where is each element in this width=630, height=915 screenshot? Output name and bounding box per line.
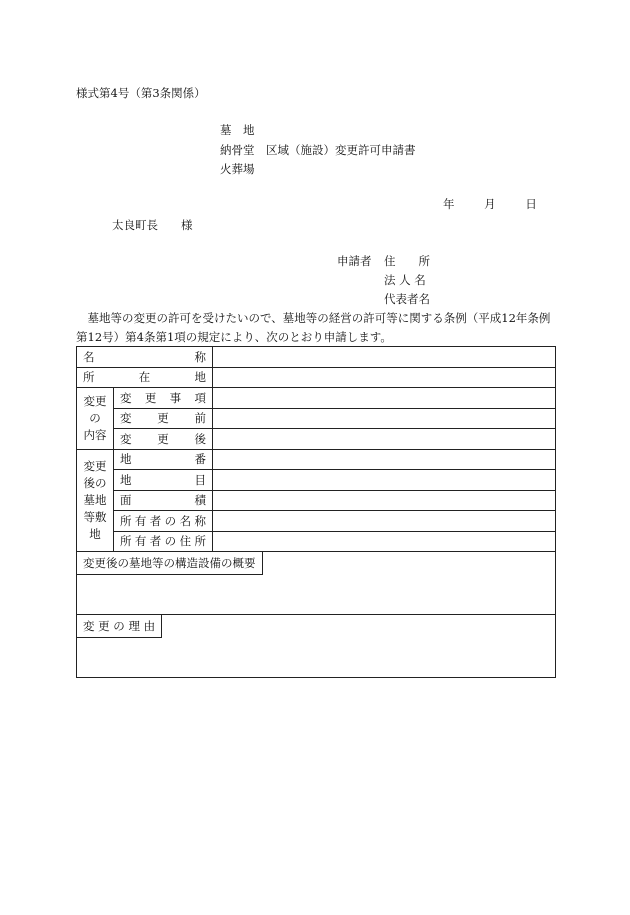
change-group-label: 変更 の 内容: [77, 388, 114, 450]
reason-label: 変 更 の 理 由: [77, 615, 162, 638]
date-line: [443, 199, 537, 211]
change-before-value-cell[interactable]: [213, 408, 556, 429]
applicant-prefix: 申請者: [337, 254, 372, 268]
name-value-cell[interactable]: [213, 347, 556, 368]
table-row: [77, 470, 556, 491]
body-text: 墓地等の変更の許可を受けたいので、墓地等の経営の許可等に関する条例（平成12年条例第12号）第4条第1項の規定により、次のとおり申請します。: [76, 311, 551, 344]
table-row: [77, 408, 556, 429]
location-label-text: 所 在 地: [83, 370, 206, 385]
table-row: [77, 367, 556, 388]
date-month: 月: [484, 197, 496, 211]
change-after-value-cell[interactable]: [213, 429, 556, 450]
owner-address-value-cell[interactable]: [213, 531, 556, 552]
land-category-label: 地 目: [114, 470, 213, 491]
location-value-cell[interactable]: [213, 367, 556, 388]
lot-number-value-cell[interactable]: [213, 449, 556, 470]
addressee: 太良町長 様: [112, 218, 193, 232]
owner-address-label: 所 有 者 の 住 所: [114, 531, 213, 552]
applicant-address-label: 住 所: [384, 254, 430, 268]
name-label-text: 名 称: [83, 349, 206, 364]
table-row: [77, 388, 556, 409]
application-table: [76, 346, 556, 678]
title-cemetery: 墓 地: [220, 123, 255, 137]
applicant-rep-label: 代表者名: [384, 292, 430, 306]
table-row: [77, 490, 556, 511]
owner-name-value-cell[interactable]: [213, 511, 556, 532]
title-crematorium: 火葬場: [220, 162, 255, 176]
location-label: [77, 367, 213, 388]
table-row: [77, 347, 556, 368]
area-value-cell[interactable]: [213, 490, 556, 511]
structure-cell[interactable]: [77, 552, 556, 615]
table-row: [77, 429, 556, 450]
area-label: 面 積: [114, 490, 213, 511]
table-row: [77, 449, 556, 470]
table-row: [77, 552, 556, 615]
table-row: [77, 615, 556, 678]
table-row: [77, 511, 556, 532]
change-item-label: 変 更 事 項: [114, 388, 213, 409]
land-category-value-cell[interactable]: [213, 470, 556, 491]
form-number: 様式第4号（第3条関係）: [76, 86, 206, 100]
site-group-label: 変更 後の 墓地 等敷 地: [77, 449, 114, 552]
name-label: [77, 347, 213, 368]
change-after-label: 変 更 後: [114, 429, 213, 450]
applicant-corp-label: 法 人 名: [384, 273, 426, 287]
change-before-label: 変 更 前: [114, 408, 213, 429]
structure-label: 変更後の墓地等の構造設備の概要: [77, 552, 263, 575]
title-main: 納骨堂 区域（施設）変更許可申請書: [220, 143, 416, 157]
date-year: 年: [443, 197, 455, 211]
lot-number-label: 地 番: [114, 449, 213, 470]
date-day: 日: [525, 197, 537, 211]
owner-name-label: 所 有 者 の 名 称: [114, 511, 213, 532]
table-row: [77, 531, 556, 552]
change-item-value-cell[interactable]: [213, 388, 556, 409]
reason-cell[interactable]: [77, 615, 556, 678]
